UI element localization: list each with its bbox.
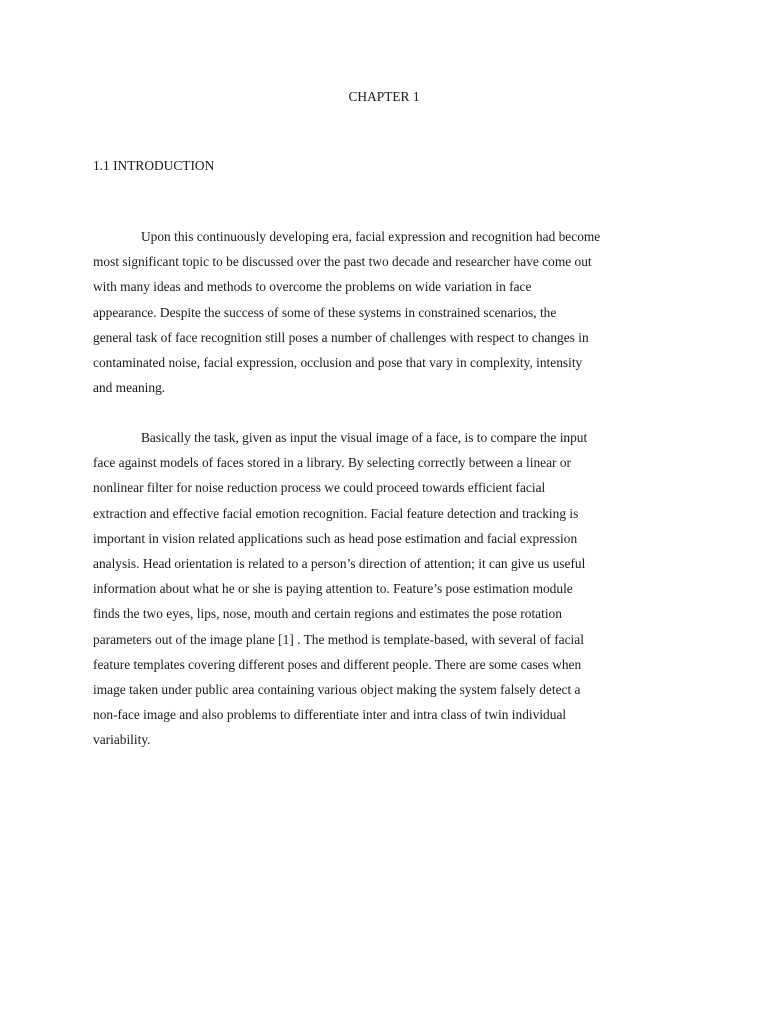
- paragraph-line: Basically the task, given as input the visual image of a face, is to compare the input: [141, 430, 588, 445]
- paragraph-line: information about what he or she is paying attention to. Feature’s pose estimation module: [93, 581, 573, 597]
- paragraph-line: parameters out of the image plane [1] . The method is template-based, with several of facial: [93, 631, 584, 647]
- paragraph-line: nonlinear filter for noise reduction process we could proceed towards efficient facial: [93, 480, 546, 496]
- paragraph-line: feature templates covering different poses and different people. There are some cases when: [93, 656, 582, 672]
- paragraph-line: most significant topic to be discussed over the past two decade and researcher have come out: [93, 254, 592, 270]
- section-heading: 1.1 INTRODUCTION: [93, 158, 215, 173]
- paragraph-line: and meaning.: [93, 380, 166, 396]
- paragraph-line: important in vision related applications such as head pose estimation and facial expression: [93, 530, 578, 546]
- paragraph-line: image taken under public area containing various object making the system falsely detect a: [93, 681, 581, 697]
- paragraph-line: extraction and effective facial emotion recognition. Facial feature detection and tracking is: [93, 505, 579, 521]
- paragraph-line: contaminated noise, facial expression, occlusion and pose that vary in complexity, intensity: [93, 354, 583, 370]
- paragraph-line: analysis. Head orientation is related to a person’s direction of attention; it can give us useful: [93, 555, 586, 571]
- paragraph-line: Upon this continuously developing era, facial expression and recognition had become: [141, 229, 601, 244]
- paragraph-line: non-face image and also problems to differentiate inter and intra class of twin individual: [93, 707, 567, 723]
- paragraph-line: appearance. Despite the success of some of these systems in constrained scenarios, the: [93, 304, 557, 320]
- paragraph-line: with many ideas and methods to overcome the problems on wide variation in face: [93, 279, 532, 295]
- paragraph-line: variability.: [93, 732, 151, 748]
- paragraph-1: [93, 227, 685, 403]
- paragraph-line: general task of face recognition still poses a number of challenges with respect to changes in: [93, 329, 589, 345]
- chapter-title: CHAPTER 1: [348, 89, 420, 104]
- paragraph-2: [93, 428, 685, 755]
- paragraph-line: finds the two eyes, lips, nose, mouth and certain regions and estimates the pose rotation: [93, 606, 562, 622]
- paragraph-line: face against models of faces stored in a library. By selecting correctly between a linear or: [93, 455, 572, 471]
